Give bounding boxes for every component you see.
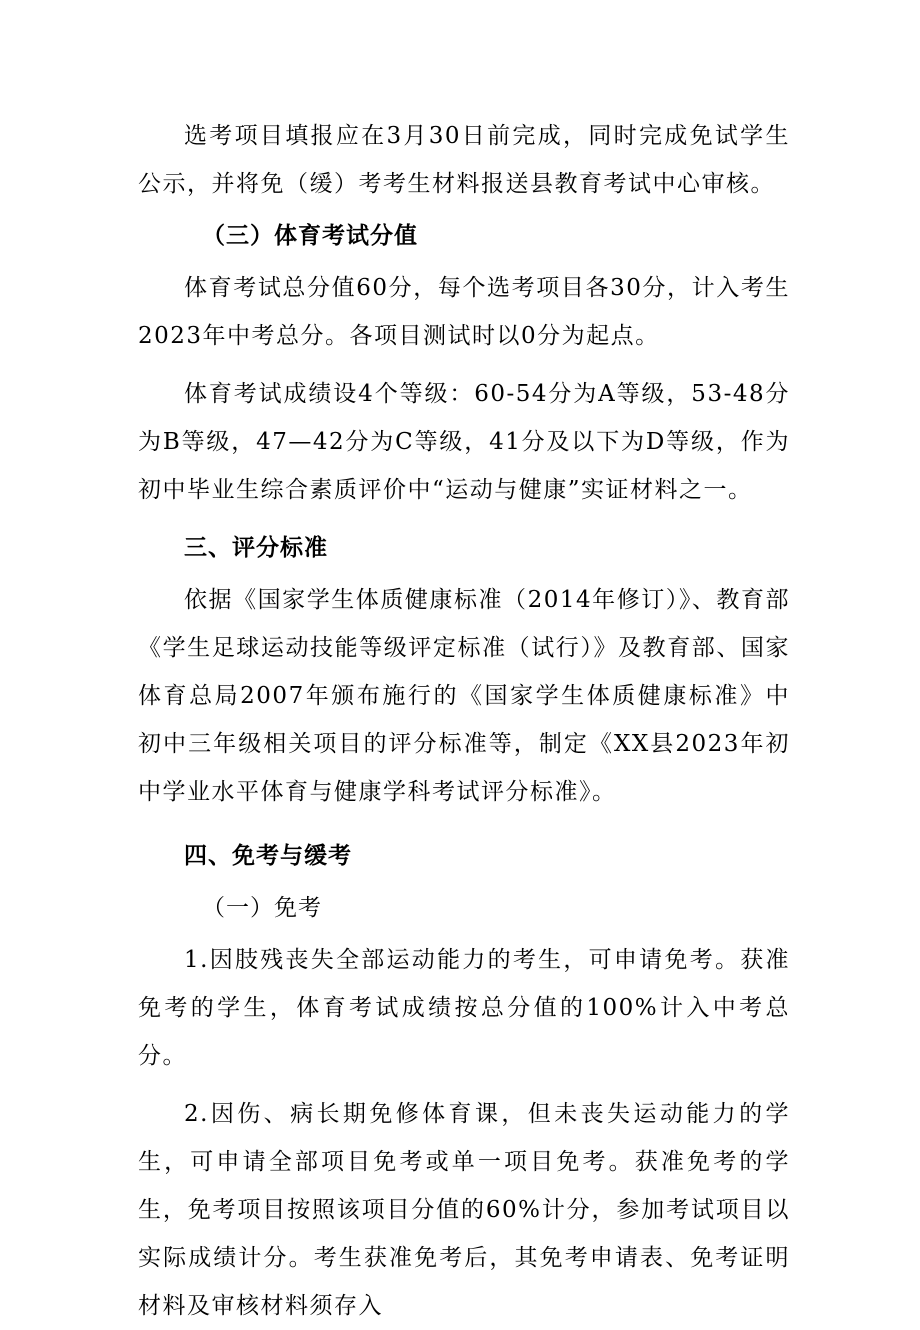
document-body <box>138 112 790 1330</box>
heading-exemption: （一）免考 <box>202 895 322 921</box>
heading-exemption-deferral: 四、免考与缓考 <box>184 843 352 869</box>
paragraph-total-score: 体育考试总分值60分，每个选考项目各30分，计入考生2023年中考总分。各项目测试时以0分为起点。 <box>138 275 790 349</box>
paragraph-registration-deadline: 选考项目填报应在3月30日前完成，同时完成免试学生公示，并将免（缓）考考生材料报送县教育考试中心审核。 <box>138 123 790 197</box>
paragraph-exemption-rule-2: 2.因伤、病长期免修体育课，但未丧失运动能力的学生，可申请全部项目免考或单一项目免考。获准免考的学生，免考项目按照该项目分值的60%计分，参加考试项目以实际成绩计分。考生获准免考后，其免考申请表、免考证明材料及审核材料须存入 <box>138 1101 790 1319</box>
paragraph-exemption-rule-1: 1.因肢残丧失全部运动能力的考生，可申请免考。获准免考的学生，体育考试成绩按总分值的100%计入中考总分。 <box>138 947 790 1069</box>
paragraph-grade-levels: 体育考试成绩设4个等级：60-54分为A等级，53-48分为B等级，47—42分为C等级，41分及以下为D等级，作为初中毕业生综合素质评价中“运动与健康”实证材料之一。 <box>138 381 790 503</box>
heading-exam-score: （三）体育考试分值 <box>202 223 418 249</box>
paragraph-standard-basis: 依据《国家学生体质健康标准（2014年修订）》、教育部《学生足球运动技能等级评定标准（试行）》及教育部、国家体育总局2007年颁布施行的《国家学生体质健康标准》中初中三年级相关项目的评分标准等，制定《XX县2023年初中学业水平体育与健康学科考试评分标准》。 <box>138 587 790 805</box>
heading-scoring-standard: 三、评分标准 <box>184 535 328 561</box>
